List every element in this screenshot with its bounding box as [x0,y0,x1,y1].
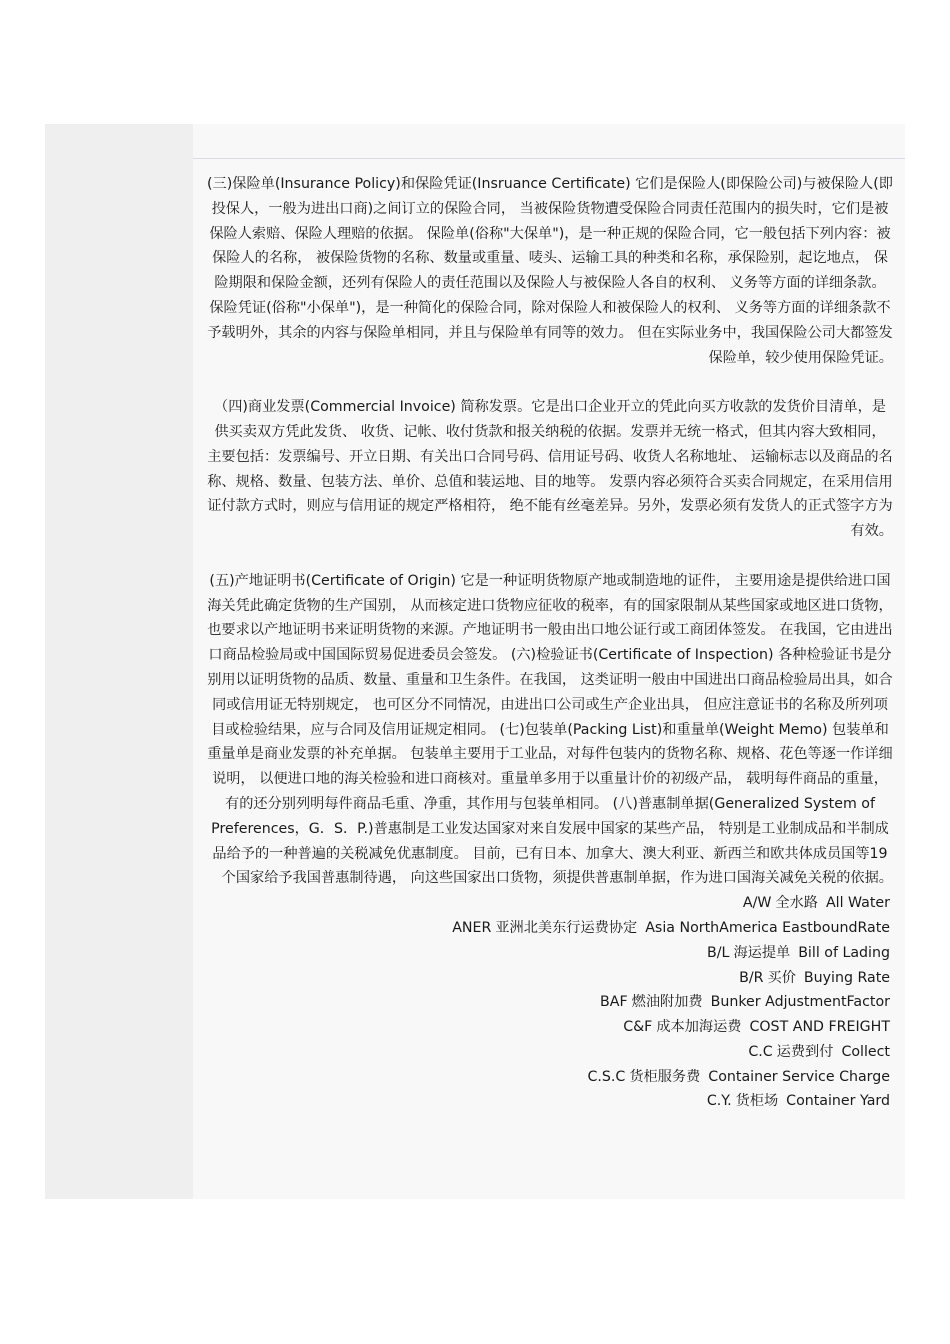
document-body [207,172,893,1114]
glossary-chinese: 运费到付 [776,1043,834,1060]
glossary-english: Bill of Lading [798,944,890,961]
left-margin-panel [45,124,193,1199]
glossary-chinese: 全水路 [775,895,818,912]
paragraph-insurance: (三)保险单(Insurance Policy)和保险凭证(Insruance Certificate) 它们是保险人(即保险公司)与被保险人(即投保人，一般为进出口商)之间订立的保险合同， 当被保险货物遭受保险合同责任范围内的损失时，它们是被保险人索赔、保险人理赔的依据。 保险单(俗称"大保单")，是一种正规的保险合同，它一般包括下列内容：被保险人的名称， 被保险货物的名称、数量或重量、唛头、运输工具的种类和名称，承保险别，起讫地点， 保险期限和保险金额，还列有保险人的责任范围以及保险人与被保险人各自的权利、 义务等方面的详细条款。 保险凭证(俗称"小保单")，是一种简化的保险合同，除对保险人和被保险人的权利、 义务等方面的详细条款不予载明外，其余的内容与保险单相同，并且与保险单有同等的效力。 但在实际业务中，我国保险公司大都签发保险单，较少使用保险凭证。 [207,176,893,366]
paragraph-commercial-invoice: （四)商业发票(Commercial Invoice) 简称发票。它是出口企业开立的凭此向买方收款的发货价目清单，是供买卖双方凭此发货、 收货、记帐、收付货款和报关纳税的依据。发票并无统一格式，但其内容大致相同， 主要包括：发票编号、开立日期、有关出口合同号码、信用证号码、收货人名称地址、 运输标志以及商品的名称、规格、数量、包装方法、单价、总值和装运地、目的地等。 发票内容必须符合买卖合同规定，在采用信用证付款方式时，则应与信用证的规定严格相符， 绝不能有丝毫差异。另外，发票必须有发货人的正式签字方为有效。 [207,399,893,540]
glossary-chinese: 海运提单 [733,944,791,961]
paragraph-certificates: (五)产地证明书(Certificate of Origin) 它是一种证明货物原产地或制造地的证件， 主要用途是提供给进口国海关凭此确定货物的生产国别， 从而核定进口货物应征收的税率，有的国家限制从某些国家或地区进口货物， 也要求以产地证明书来证明货物的来源。产地证明书一般由出口地公证行或工商团体签发。 在我国，它由进出口商品检验局或中国国际贸易促进委员会签发。 (六)检验证书(Certificate of Inspection) 各种检验证书是分别用以证明货物的品质、数量、重量和卫生条件。在我国， 这类证明一般由中国进出口商品检验局出具，如合同或信用证无特别规定， 也可区分不同情况，由进出口公司或生产企业出具， 但应注意证书的名称及所列项目或检验结果，应与合同及信用证规定相同。 (七)包装单(Packing List)和重量单(Weight Memo) 包装单和重量单是商业发票的补充单据。 包装单主要用于工业品，对每件包装内的货物名称、规格、花色等逐一作详细说明， 以便进口地的海关检验和进口商核对。重量单多用于以重量计价的初级产品， 载明每件商品的重量，有的还分别列明每件商品毛重、净重，其作用与包装单相同。 (八)普惠制单据(Generalized System of Preferences，G．S．P.)普惠制是工业发达国家对来自发展中国家的某些产品， 特别是工业制成品和半制成品给予的一种普遍的关税减免优惠制度。 目前，已有日本、加拿大、澳大利亚、新西兰和欧共体成员国等19个国家给予我国普惠制待遇， 向这些国家出口货物，须提供普惠制单据，作为进口国海关减免关税的依据。 [207,572,893,887]
glossary-abbr: C&F [623,1019,653,1036]
glossary-abbr: ANER [452,919,492,936]
glossary-abbr: C.C [748,1043,773,1060]
glossary-abbr: C.Y. [706,1093,732,1110]
glossary-chinese: 成本加海运费 [656,1019,742,1036]
glossary-item [207,966,893,991]
glossary-english: Buying Rate [803,969,890,986]
glossary-abbr: A/W [742,895,772,912]
glossary-list [207,891,893,1114]
glossary-english: Collect [841,1043,890,1060]
glossary-chinese: 货柜场 [735,1093,779,1110]
glossary-abbr: BAF [600,994,628,1011]
glossary-english: Container Service Charge [708,1068,890,1085]
glossary-english: Bunker AdjustmentFactor [710,994,890,1011]
glossary-english: Container Yard [786,1093,890,1110]
glossary-item [207,891,893,916]
glossary-abbr: B/R [739,969,764,986]
glossary-item [207,941,893,966]
glossary-english: COST AND FREIGHT [749,1019,890,1036]
glossary-chinese: 买价 [767,969,796,986]
glossary-item [207,1040,893,1065]
header-divider [193,158,905,159]
glossary-abbr: C.S.C [587,1068,626,1085]
glossary-item [207,990,893,1015]
document-page [193,124,905,1199]
glossary-chinese: 亚洲北美东行运费协定 [495,919,638,936]
glossary-abbr: B/L [707,944,730,961]
glossary-english: All Water [825,895,890,912]
glossary-chinese: 燃油附加费 [631,994,703,1011]
glossary-chinese: 货柜服务费 [629,1068,701,1085]
glossary-item [207,1065,893,1090]
glossary-english: Asia NorthAmerica EastboundRate [645,919,890,936]
glossary-item [207,1015,893,1040]
glossary-item [207,916,893,941]
glossary-item [207,1089,893,1114]
